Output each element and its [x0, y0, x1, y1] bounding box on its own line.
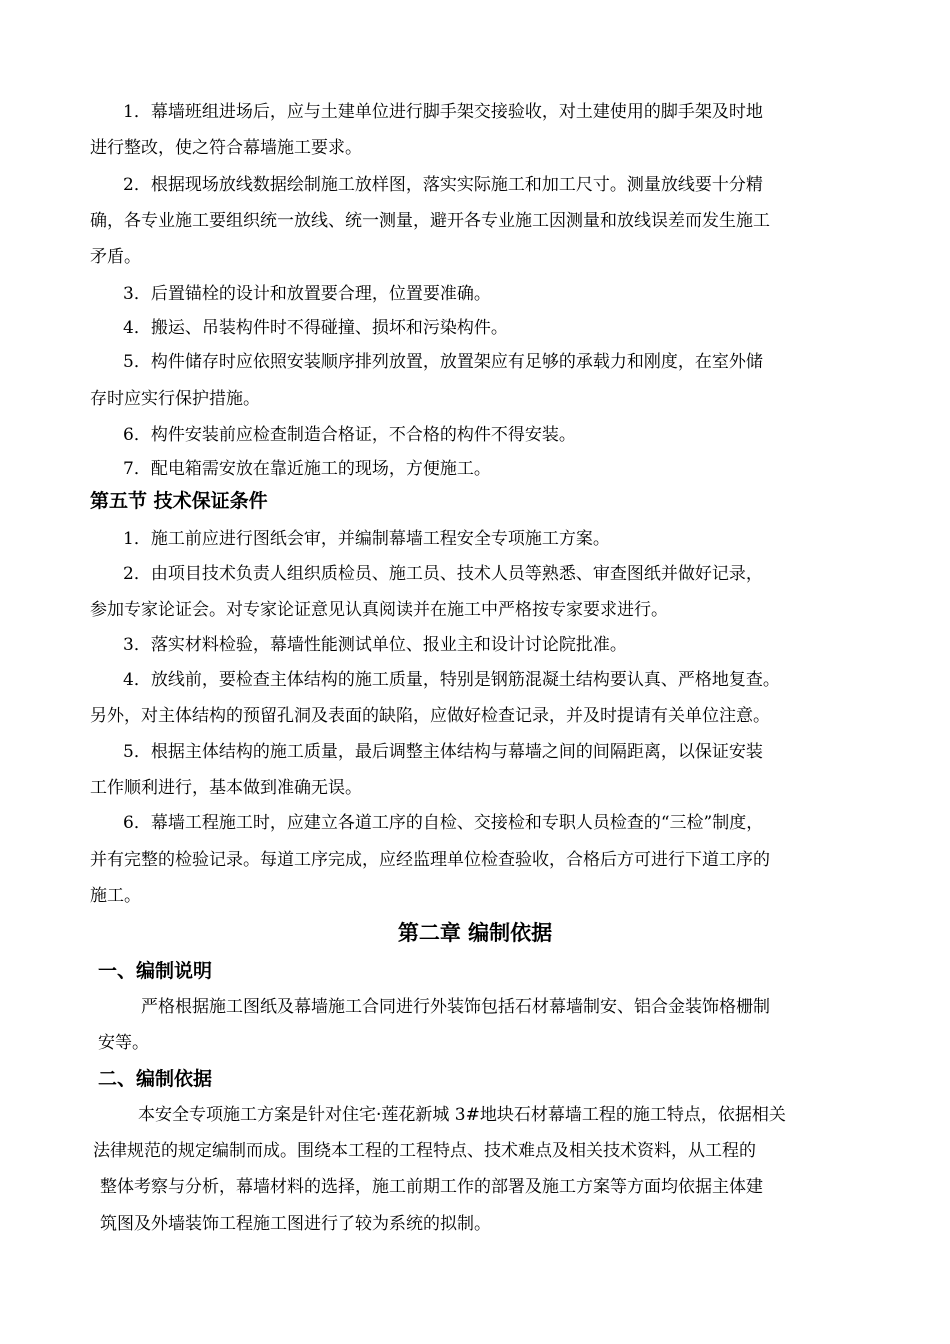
item-3-line-1: 3．后置锚栓的设计和放置要合理，位置要准确。	[123, 284, 491, 304]
s5-item-2-line-2: 参加专家论证会。对专家论证意见认真阅读并在施工中严格按专家要求进行。	[90, 600, 668, 620]
sub1-line-1: 严格根据施工图纸及幕墙施工合同进行外装饰包括石材幕墙制安、铝合金装饰格栅制	[141, 997, 770, 1017]
s5-item-6-line-3: 施工。	[90, 886, 141, 906]
sub2-line-3: 整体考察与分析，幕墙材料的选择，施工前期工作的部署及施工方案等方面均依据主体建	[100, 1177, 763, 1197]
item-5-line-1: 5．构件储存时应依照安装顺序排列放置，放置架应有足够的承载力和刚度，在室外储	[123, 352, 763, 372]
item-2-line-3: 矛盾。	[90, 247, 141, 267]
sub1-line-2: 安等。	[98, 1033, 149, 1053]
chapter-2-heading: 第二章 编制依据	[397, 921, 553, 945]
s5-item-5-line-2: 工作顺利进行，基本做到准确无误。	[90, 778, 362, 798]
item-5-line-2: 存时应实行保护措施。	[90, 389, 260, 409]
s5-item-4-line-1: 4．放线前，要检查主体结构的施工质量，特别是钢筋混凝土结构要认真、严格地复查。	[123, 670, 780, 690]
sub2-line-1: 本安全专项施工方案是针对住宅·莲花新城 3#地块石材幕墙工程的施工特点，依据相关	[138, 1105, 786, 1125]
s5-item-3-line-1: 3．落实材料检验，幕墙性能测试单位、报业主和设计讨论院批准。	[123, 635, 627, 655]
s5-item-1-line-1: 1．施工前应进行图纸会审，并编制幕墙工程安全专项施工方案。	[123, 529, 610, 549]
s5-item-4-line-2: 另外，对主体结构的预留孔洞及表面的缺陷，应做好检查记录，并及时提请有关单位注意。	[90, 706, 770, 726]
item-1-line-2: 进行整改，使之符合幕墙施工要求。	[90, 138, 362, 158]
item-6-line-1: 6．构件安装前应检查制造合格证，不合格的构件不得安装。	[123, 425, 576, 445]
sub2-line-2: 法律规范的规定编制而成。围绕本工程的工程特点、技术难点及相关技术资料，从工程的	[93, 1141, 756, 1161]
sub-heading-1: 一、编制说明	[98, 960, 213, 982]
item-4-line-1: 4．搬运、吊装构件时不得碰撞、损坏和污染构件。	[123, 318, 508, 338]
item-1-line-1: 1．幕墙班组进场后，应与土建单位进行脚手架交接验收，对土建使用的脚手架及时地	[123, 102, 763, 122]
item-2-line-2: 确，各专业施工要组织统一放线、统一测量，避开各专业施工因测量和放线误差而发生施工	[90, 211, 770, 231]
item-7-line-1: 7．配电箱需安放在靠近施工的现场，方便施工。	[123, 459, 491, 479]
item-2-line-1: 2．根据现场放线数据绘制施工放样图，落实实际施工和加工尺寸。测量放线要十分精	[123, 175, 763, 195]
s5-item-2-line-1: 2．由项目技术负责人组织质检员、施工员、技术人员等熟悉、审查图纸并做好记录，	[123, 564, 763, 584]
sub-heading-2: 二、编制依据	[98, 1068, 213, 1090]
sub2-line-4: 筑图及外墙装饰工程施工图进行了较为系统的拟制。	[100, 1214, 491, 1234]
s5-item-6-line-2: 并有完整的检验记录。每道工序完成，应经监理单位检查验收，合格后方可进行下道工序的	[90, 850, 770, 870]
s5-item-6-line-1: 6．幕墙工程施工时，应建立各道工序的自检、交接检和专职人员检查的“三检”制度，	[123, 813, 764, 833]
s5-item-5-line-1: 5．根据主体结构的施工质量，最后调整主体结构与幕墙之间的间隔距离，以保证安装	[123, 742, 763, 762]
section-5-heading: 第五节 技术保证条件	[90, 490, 268, 512]
